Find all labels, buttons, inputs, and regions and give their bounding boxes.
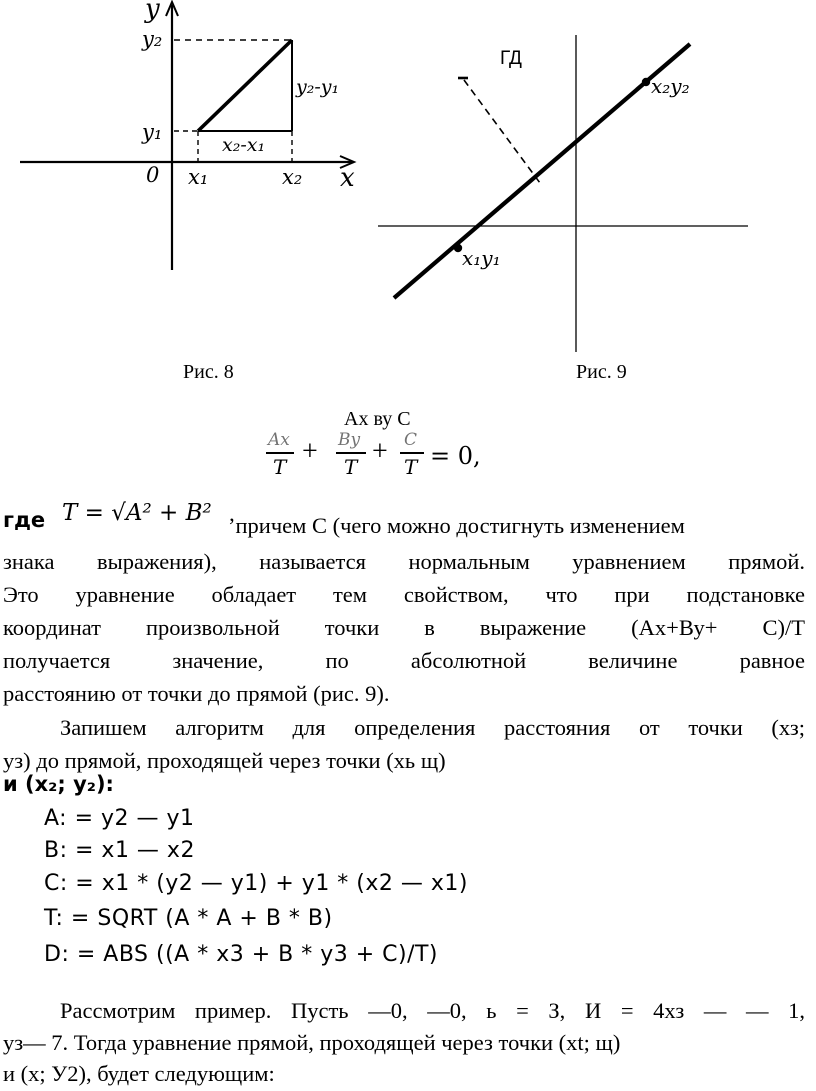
paragraph-1-line-4: координат произвольной точки в выражение (Ах+Ву+ С)/Т [3,615,805,640]
plus-sign-1: + [302,436,318,467]
fig8-dx-label: x₂-x₁ [222,134,266,156]
paragraph-3-line-2: уз— 7. Тогда уравнение прямой, проходящей через точки (xt; щ) [3,1030,621,1055]
plus-sign-2: + [372,436,388,467]
fig8-y2-label: y₂ [142,27,163,51]
fraction-1-bar [266,452,294,454]
algorithm-line-t: T: = SQRT (A * A + B * B) [44,906,333,931]
paragraph-3-line-1: Рассмотрим пример. Пусть —0, —0, ь = З, И = 4хз — — 1, [60,998,805,1023]
paragraph-1-line-3: Это уравнение обладает тем свойством, что при подстановке [3,582,805,607]
fraction-2-numerator: By [338,430,361,450]
paragraph-2-line-1: Запишем алгоритм для определения расстояния от точки (хз; [60,715,805,740]
figure-8 [0,0,380,300]
fraction-2-denominator: T [344,455,358,479]
fraction-3-numerator: C [404,430,418,450]
fig8-x1-label: x₁ [188,165,209,189]
algorithm-line-d: D: = ABS ((A * x3 + B * y3 + C)/T) [44,942,439,967]
equals-zero: = 0, [430,442,481,470]
fig8-y-axis-label: y [145,0,160,24]
fig8-caption: Рис. 8 [183,361,234,383]
formula-overline-text: Ах ву С [344,408,411,430]
normal-equation [258,428,508,488]
where-word: где [3,508,46,532]
t-definition: T = √A² + B² [62,500,212,526]
fig8-dy-label: y₂-y₁ [296,76,340,98]
algorithm-line-a: A: = y2 — y1 [44,806,195,831]
paragraph-2-line-3: и (x₂; y₂): [3,772,114,796]
paragraph-1-line-6: расстоянию от точки до прямой (рис. 9). [3,681,390,706]
fig8-segment [198,40,292,131]
fig9-gd-label: ГД [500,48,522,69]
figure-9 [370,0,770,360]
fraction-2-bar [336,452,366,454]
algorithm-line-c: C: = x1 * (y2 — y1) + y1 * (x2 — x1) [44,871,468,896]
fig9-caption: Рис. 9 [576,361,627,383]
fraction-3-bar [400,452,424,454]
paragraph-1-line-5: получается значение, по абсолютной величине равное [3,648,805,673]
fig9-perpendicular [464,80,540,183]
fig8-x-axis-label: x [340,163,355,193]
paragraph-3-line-3: и (х; У2), будет следующим: [3,1061,275,1086]
fraction-1-numerator: Ax [268,430,290,450]
algorithm-line-b: B: = x1 — x2 [44,838,195,863]
fraction-1-denominator: T [273,455,287,479]
fraction-3-denominator: T [404,455,418,479]
paragraph-1-line-2: знака выражения), называется нормальным уравнением прямой. [3,549,805,574]
paragraph-2-line-2: уз) до прямой, проходящей через точки (хь щ) [3,748,446,773]
fig9-point-top-label: x₂y₂ [651,74,690,98]
fig8-x2-label: x₂ [282,165,303,189]
fig9-point-bottom [454,244,462,252]
fig9-point-bottom-label: x₁y₁ [462,246,501,270]
fig9-point-top [642,78,650,86]
paragraph-1-line-1: ’причем С (чего можно достигнуть изменением [228,513,685,538]
fig8-origin-label: 0 [146,163,160,187]
fig8-y1-label: y₁ [142,120,163,144]
